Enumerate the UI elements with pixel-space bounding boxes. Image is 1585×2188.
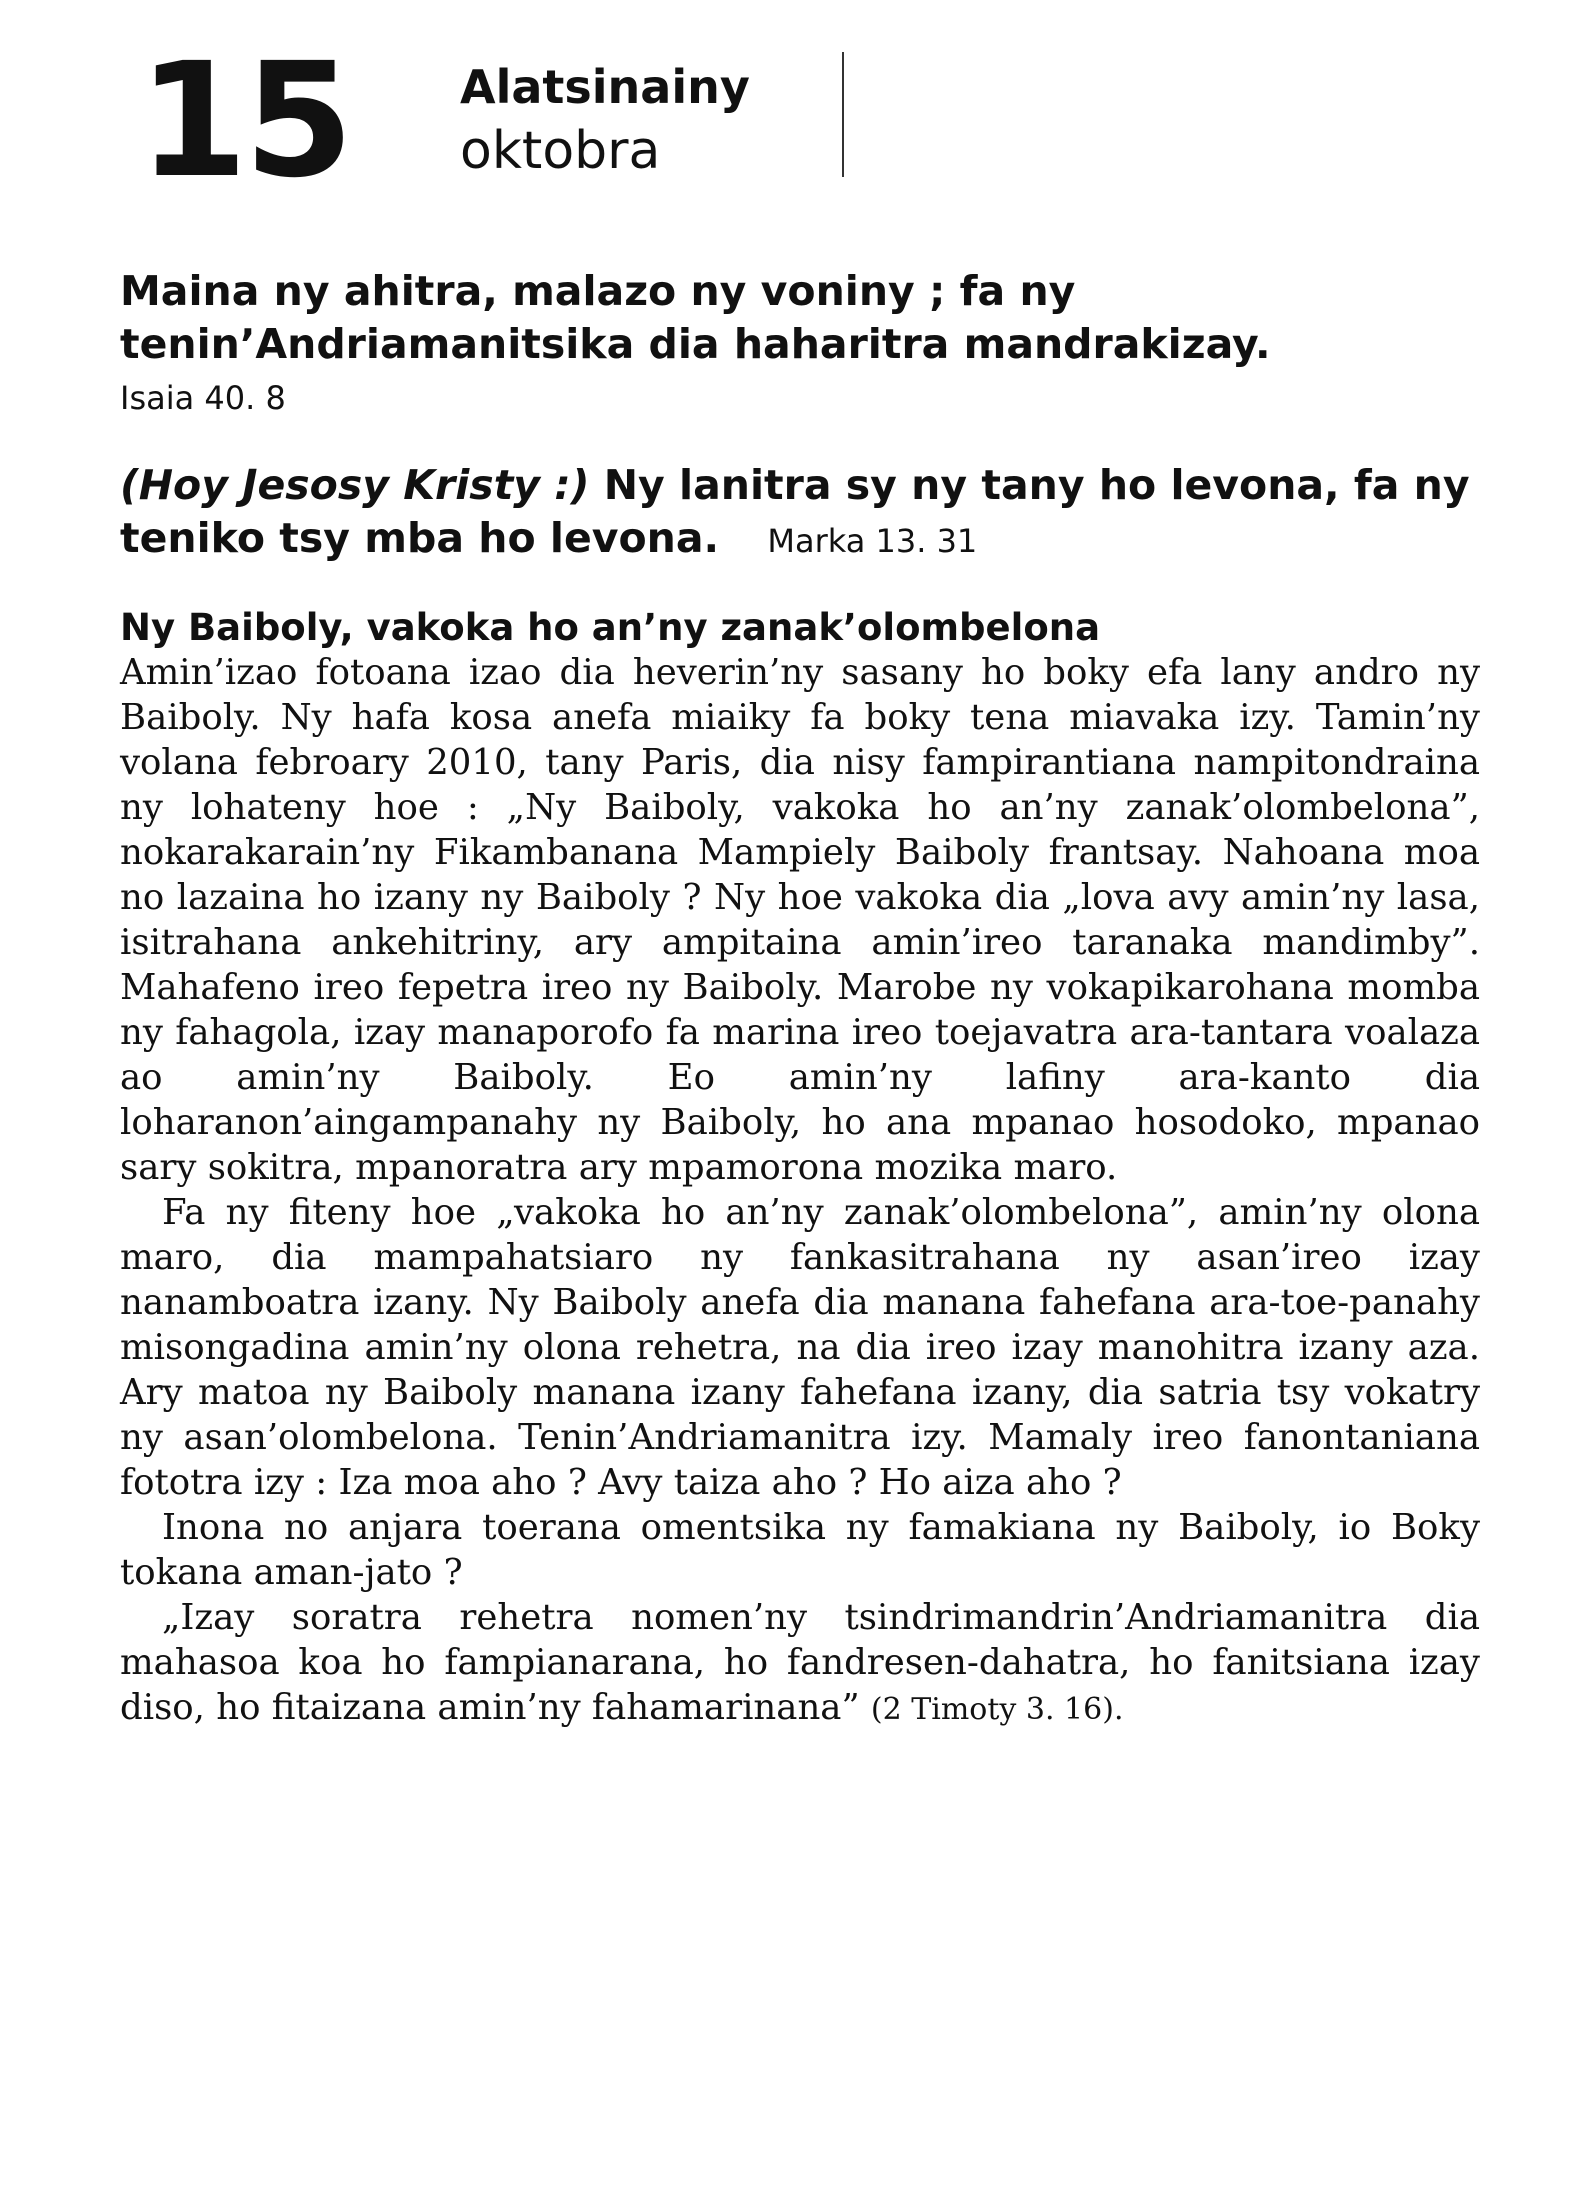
paragraph-1: Amin’izao fotoana izao dia heverin’ny sasany ho boky efa lany andro ny Baiboly. Ny hafa kosa anefa miaiky fa boky tena miavaka izy. Tamin’ny volana febroary 2010, tany Paris, dia nisy fampirantiana nampitondraina ny lohateny hoe : „Ny Baiboly, vakoka ho an’ny zanak’olombelona”, nokarakarain’ny Fikambanana Mampiely Baiboly frantsay. Nahoana moa no lazaina ho izany ny Baiboly ? Ny hoe vakoka dia „lova avy amin’ny lasa, isitrahana ankehitriny, ary ampitaina amin’ireo taranaka mandimby”. Mahafeno ireo fepetra ireo ny Baiboly. Marobe ny vokapikarohana momba ny fahagola, izay manaporofo fa marina ireo toejavatra ara-tantara voalaza ao amin’ny Baiboly. Eo amin’ny lafiny ara-kanto dia loharanon’aingampanahy ny Baiboly, ho ana mpanao hosodoko, mpanao sary sokitra, mpanoratra ary mpamorona mozika maro. — [120, 652, 1480, 1189]
paragraph-3: Inona no anjara toerana omentsika ny famakiana ny Baiboly, io Boky tokana aman-jato ? — [120, 1507, 1480, 1594]
paragraph-4 — [120, 1595, 1480, 1732]
article-body — [120, 650, 1480, 1732]
quotation-reference: (2 Timoty 3. 16). — [870, 1692, 1124, 1728]
daily-verse: Maina ny ahitra, malazo ny voniny ; fa ny tenin’Andriamanitsika dia haharitra mandrakizay. — [120, 267, 1271, 369]
verse-reference: Isaia 40. 8 — [120, 378, 286, 417]
second-verse — [120, 459, 1480, 566]
quotation: „Izay soratra rehetra nomen’ny tsindrimandrin’Andriamanitra dia mahasoa koa ho fampianarana, ho fandresen-dahatra, ho fanitsiana izay diso, ho fitaizana amin’ny fahamarinana” — [120, 1597, 1480, 1729]
header-divider — [842, 52, 844, 177]
month: oktobra — [460, 121, 661, 181]
day-number: 15 — [138, 29, 350, 213]
second-verse-reference: Marka 13. 31 — [767, 522, 978, 561]
article-title: Ny Baiboly, vakoka ho an’ny zanak’olombelona — [120, 605, 1101, 649]
paragraph-2: Fa ny fiteny hoe „vakoka ho an’ny zanak’olombelona”, amin’ny olona maro, dia mampahatsiaro ny fankasitrahana ny asan’ireo izay nanamboatra izany. Ny Baiboly anefa dia manana fahefana ara-toe-panahy misongadina amin’ny olona rehetra, na dia ireo izay manohitra izany aza. Ary matoa ny Baiboly manana izany fahefana izany, dia satria tsy vokatry ny asan’olombelona. Tenin’Andriamanitra izy. Mamaly ireo fanontaniana fototra izy : Iza moa aho ? Avy taiza aho ? Ho aiza aho ? — [120, 1192, 1480, 1504]
second-verse-lead: (Hoy Jesosy Kristy :) — [120, 461, 590, 510]
date-header — [120, 29, 1480, 225]
devotional-page — [120, 29, 1480, 1732]
second-verse-text: Ny lanitra sy ny tany ho levona, fa ny teniko tsy mba ho levona. — [120, 461, 1470, 563]
weekday: Alatsinainy — [460, 60, 750, 114]
